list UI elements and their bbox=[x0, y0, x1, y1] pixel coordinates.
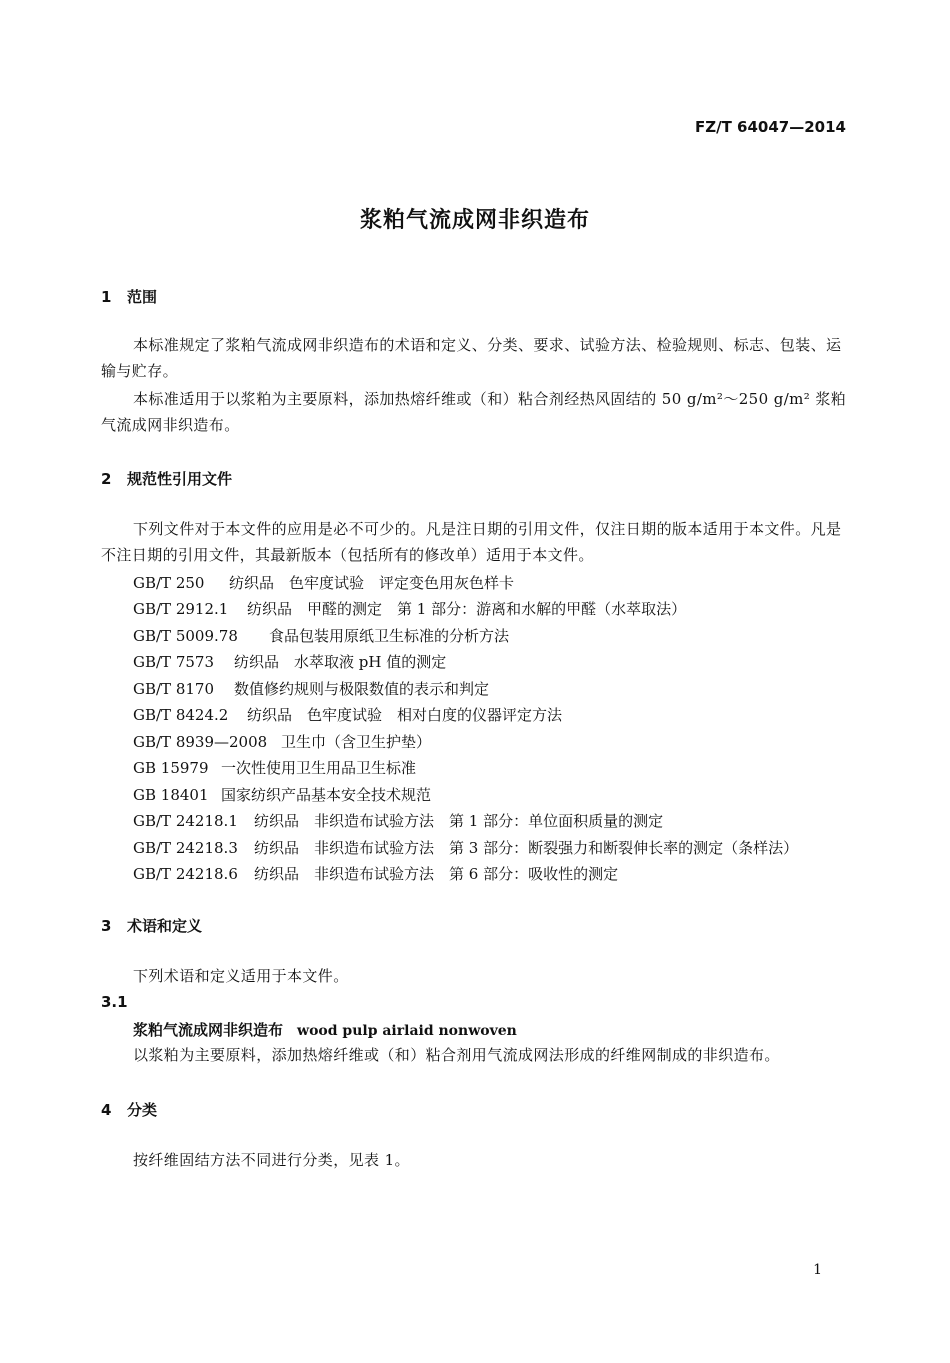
section-2-intro: 下列文件对于本文件的应用是必不可少的。凡是注日期的引用文件，仅注日期的版本适用于本文件。凡是不注日期的引用文件，其最新版本（包括所有的修改单）适用于本文件。 bbox=[101, 520, 842, 564]
reference-item bbox=[133, 757, 416, 778]
term-definition: 以浆粕为主要原料，添加热熔纤维或（和）粘合剂用气流成网法形成的纤维网制成的非织造布。 bbox=[133, 1046, 780, 1064]
reference-item bbox=[133, 837, 798, 858]
reference-item bbox=[133, 863, 618, 884]
section-3-intro: 下列术语和定义适用于本文件。 bbox=[133, 967, 349, 985]
reference-item bbox=[133, 704, 562, 725]
reference-title: 纺织品 非织造布试验方法 第 1 部分：单位面积质量的测定 bbox=[254, 812, 664, 830]
reference-code: GB/T 8170 bbox=[133, 680, 215, 698]
reference-code: GB 15979 bbox=[133, 759, 209, 777]
reference-item bbox=[133, 678, 489, 699]
reference-item bbox=[133, 572, 514, 593]
reference-title: 数值修约规则与极限数值的表示和判定 bbox=[234, 680, 490, 698]
section-title: 范围 bbox=[127, 288, 158, 306]
reference-title: 纺织品 水萃取液 pH 值的测定 bbox=[234, 653, 447, 671]
term-name-english: wood pulp airlaid nonwoven bbox=[297, 1023, 517, 1039]
reference-title: 纺织品 色牢度试验 评定变色用灰色样卡 bbox=[229, 574, 515, 592]
reference-code: GB/T 8424.2 bbox=[133, 706, 229, 724]
term-number: 3.1 bbox=[101, 993, 128, 1011]
section-number: 3 bbox=[101, 917, 112, 935]
term-heading bbox=[133, 1019, 517, 1040]
reference-code: GB 18401 bbox=[133, 786, 209, 804]
reference-item bbox=[133, 651, 446, 672]
page-number: 1 bbox=[813, 1262, 822, 1278]
reference-title: 国家纺织产品基本安全技术规范 bbox=[221, 786, 432, 804]
reference-title: 纺织品 非织造布试验方法 第 3 部分：断裂强力和断裂伸长率的测定（条样法） bbox=[254, 839, 799, 857]
reference-code: GB/T 250 bbox=[133, 574, 205, 592]
reference-item bbox=[133, 810, 663, 831]
section-2-heading bbox=[101, 468, 232, 489]
reference-code: GB/T 8939—2008 bbox=[133, 733, 268, 751]
section-title: 分类 bbox=[127, 1101, 158, 1119]
section-title: 规范性引用文件 bbox=[127, 470, 233, 488]
section-4-intro: 按纤维固结方法不同进行分类，见表 1。 bbox=[133, 1151, 410, 1169]
reference-code: GB/T 24218.1 bbox=[133, 812, 238, 830]
reference-item bbox=[133, 731, 431, 752]
reference-title: 纺织品 色牢度试验 相对白度的仪器评定方法 bbox=[247, 706, 563, 724]
section-1-paragraph-1: 本标准规定了浆粕气流成网非织造布的术语和定义、分类、要求、试验方法、检验规则、标志、包装、运输与贮存。 bbox=[101, 336, 842, 380]
reference-title: 纺织品 非织造布试验方法 第 6 部分：吸收性的测定 bbox=[254, 865, 619, 883]
section-number: 1 bbox=[101, 288, 112, 306]
reference-code: GB/T 24218.3 bbox=[133, 839, 238, 857]
reference-title: 卫生巾（含卫生护垫） bbox=[281, 733, 432, 751]
document-title: 浆粕气流成网非织造布 bbox=[359, 208, 590, 233]
section-number: 4 bbox=[101, 1101, 112, 1119]
section-title: 术语和定义 bbox=[127, 917, 203, 935]
reference-code: GB/T 2912.1 bbox=[133, 600, 229, 618]
reference-title: 一次性使用卫生用品卫生标准 bbox=[221, 759, 417, 777]
section-number: 2 bbox=[101, 470, 112, 488]
reference-code: GB/T 7573 bbox=[133, 653, 215, 671]
reference-item bbox=[133, 625, 509, 646]
term-name-chinese: 浆粕气流成网非织造布 bbox=[133, 1021, 284, 1039]
reference-item bbox=[133, 784, 431, 805]
section-3-heading bbox=[101, 915, 202, 936]
reference-title: 纺织品 甲醛的测定 第 1 部分：游离和水解的甲醛（水萃取法） bbox=[247, 600, 687, 618]
reference-code: GB/T 24218.6 bbox=[133, 865, 238, 883]
standard-code: FZ/T 64047—2014 bbox=[695, 118, 846, 136]
reference-item bbox=[133, 598, 686, 619]
reference-title: 食品包装用原纸卫生标准的分析方法 bbox=[269, 627, 510, 645]
section-4-heading bbox=[101, 1099, 157, 1120]
section-1-paragraph-2: 本标准适用于以浆粕为主要原料，添加热熔纤维或（和）粘合剂经热风固结的 50 g/m²～250 g/m² 浆粕气流成网非织造布。 bbox=[101, 390, 847, 434]
section-1-heading bbox=[101, 286, 157, 307]
reference-code: GB/T 5009.78 bbox=[133, 627, 238, 645]
